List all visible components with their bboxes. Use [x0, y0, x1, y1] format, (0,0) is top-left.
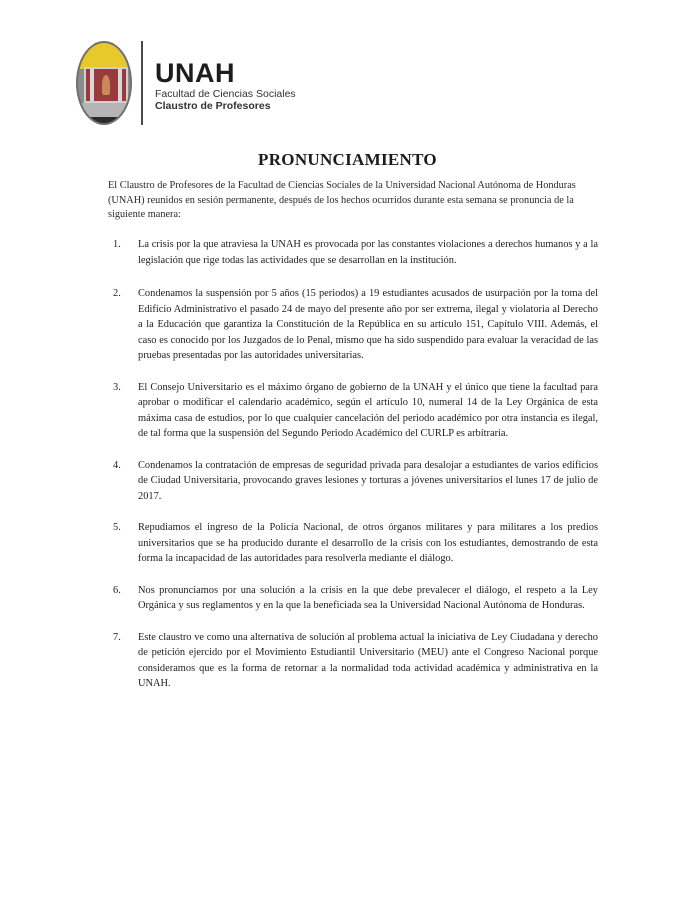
body-name: Claustro de Profesores — [155, 100, 271, 112]
statement-points — [113, 237, 598, 692]
point-text: Condenamos la suspensión por 5 años (15 periodos) a 19 estudiantes acusados de usurpación por la toma del Edificio Administrativo el pasado 24 de mayo del presente año por ser extrema, ilegal y violatoria al Derecho a la Educación que garantiza la Constitución de la República en su artículo 151, Capítulo VIII. Además, el caso es conocido por los Juzgados de lo Penal, mismo que ha sido suspendido para evaluar la veracidad de las pruebas presentadas por las autoridades universitarias. — [138, 288, 598, 361]
faculty-name: Facultad de Ciencias Sociales — [155, 88, 296, 100]
statement-point — [113, 458, 598, 505]
seal-flame — [102, 75, 110, 95]
letterhead-text — [155, 54, 296, 112]
seal-column-left — [90, 69, 94, 101]
letterhead — [76, 38, 296, 128]
seal-sun — [78, 43, 130, 69]
point-number: 1. — [113, 239, 121, 250]
statement-point — [113, 583, 598, 614]
statement-point — [113, 237, 598, 268]
statement-point — [113, 380, 598, 442]
letterhead-divider — [141, 41, 143, 125]
point-number: 4. — [113, 459, 121, 471]
seal-column-right — [118, 69, 122, 101]
point-number: 3. — [113, 381, 121, 393]
document-title: PRONUNCIAMIENTO — [258, 150, 437, 169]
point-text: Repudiamos el ingreso de la Policía Nacional, de otros órganos militares y para militares a los predios universitarios que se ha producido durante el desarrollo de la crisis con los estudiantes, demostrando de esta forma la incapacidad de las autoridades para resolverla mediante el diálogo. — [138, 522, 598, 564]
statement-point — [113, 286, 598, 364]
statement-point — [113, 630, 598, 692]
point-number: 5. — [113, 522, 121, 533]
statement-point — [113, 520, 598, 567]
seal-arch — [84, 67, 128, 103]
point-text: La crisis por la que atraviesa la UNAH es provocada por las constantes violaciones a derechos humanos y a la legislación que rige todas las actividades que se desarrollan en la institución. — [138, 239, 598, 266]
intro-paragraph: El Claustro de Profesores de la Facultad de Ciencias Sociales de la Universidad Nacional Autónoma de Honduras (UNAH) reunidos en sesión permanente, después de los hechos ocurridos durante esta semana se pronuncia de la siguiente manera: — [108, 180, 576, 220]
institution-name: UNAH — [155, 58, 235, 88]
point-text: El Consejo Universitario es el máximo órgano de gobierno de la UNAH y el único que tiene la facultad para aprobar o modificar el calendario académico, según el artículo 10, numeral 14 de la Ley Orgánica de esta máxima casa de estudios, por lo que cualquier cancelación del periodo académico por otra instancia es ilegal, de tal forma que la suspensión del Segundo Periodo Académico del CURLP es arbitraria. — [138, 381, 598, 439]
point-text: Este claustro ve como una alternativa de solución al problema actual la iniciativa de Ley Ciudadana y derecho de petición ejercido por el Movimiento Estudiantil Universitario (MEU) ante el Congreso Nacional porque consideramos que es la forma de retornar a la normalidad toda actividad académica y administrativa en la UNAH. — [138, 631, 598, 689]
point-number: 7. — [113, 631, 121, 643]
point-number: 2. — [113, 288, 121, 299]
point-text: Nos pronunciamos por una solución a la crisis en la que debe prevalecer el diálogo, el respeto a la Ley Orgánica y sus reglamentos y en la que la beneficiada sea la Universidad Nacional Autónoma de Honduras. — [138, 584, 598, 611]
point-number: 6. — [113, 584, 121, 596]
seal-bottom-band — [78, 117, 130, 125]
point-text: Condenamos la contratación de empresas de seguridad privada para desalojar a estudiantes de varios edificios de Ciudad Universitaria, provocando graves lesiones y torturas a jóvenes universitarios el lunes 17 de julio de 2017. — [138, 459, 598, 502]
unah-seal-icon — [76, 41, 132, 125]
